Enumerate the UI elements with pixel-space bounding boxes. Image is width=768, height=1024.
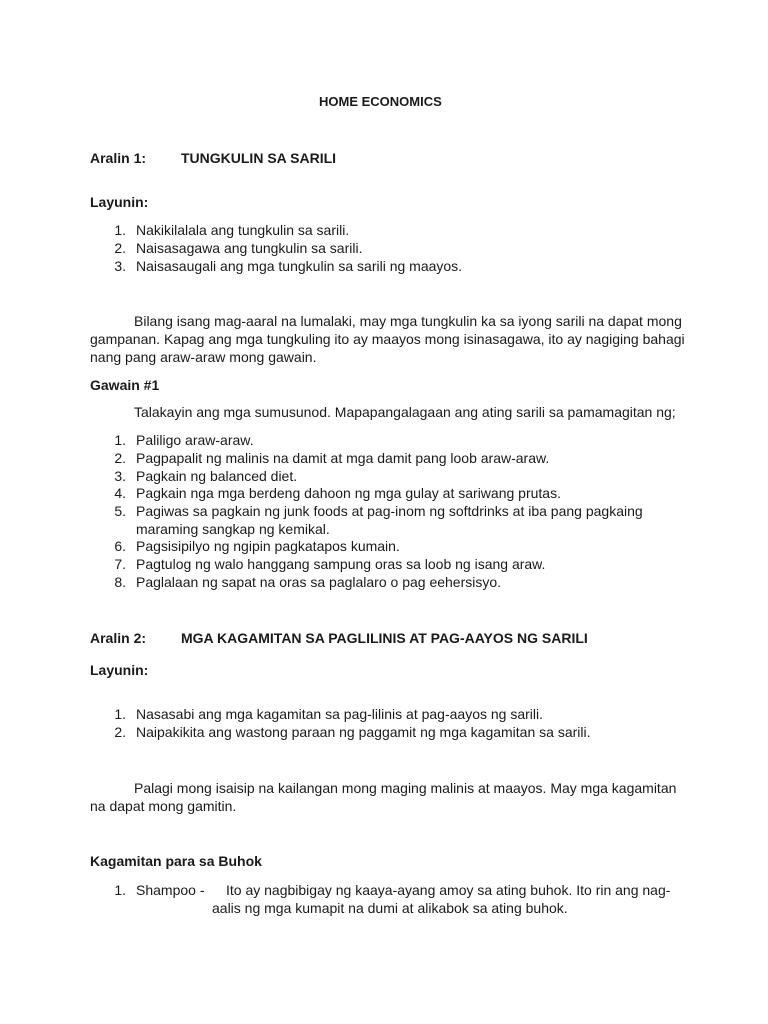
list-item-number: 6. bbox=[114, 538, 126, 554]
lesson2-objectives-heading: Layunin: bbox=[90, 662, 149, 678]
list-item-number: 1. bbox=[114, 882, 126, 898]
list-item-text: Pagkain ng balanced diet. bbox=[136, 468, 298, 484]
lesson1-label: Aralin 1: bbox=[90, 150, 147, 166]
lesson2-label: Aralin 2: bbox=[90, 630, 147, 646]
activity-intro: Talakayin ang mga sumusunod. Mapapangalagaan ang ating sarili sa pamamagitan ng; bbox=[134, 404, 676, 420]
list-item-number: 2. bbox=[114, 724, 126, 740]
list-item-number: 3. bbox=[114, 258, 126, 274]
tool-description-continuation: aalis ng mga kumapit na dumi at alikabok sa ating buhok. bbox=[212, 900, 568, 916]
tool-description: Ito ay nagbibigay ng kaaya-ayang amoy sa ating buhok. Ito rin ang nag- bbox=[226, 882, 671, 898]
paragraph-line: na dapat mong gamitin. bbox=[90, 798, 237, 814]
list-item-number: 1. bbox=[114, 706, 126, 722]
page-title: HOME ECONOMICS bbox=[319, 94, 442, 109]
list-item-number: 1. bbox=[114, 222, 126, 238]
list-item-number: 8. bbox=[114, 574, 126, 590]
list-item-number: 3. bbox=[114, 468, 126, 484]
list-item-number: 2. bbox=[114, 450, 126, 466]
list-item-text: Paglalaan ng sapat na oras sa paglalaro o pag eehersisyo. bbox=[136, 574, 502, 590]
list-item-number: 2. bbox=[114, 240, 126, 256]
list-item-number: 4. bbox=[114, 485, 126, 501]
list-item-text: Pagpapalit ng malinis na damit at mga damit pang loob araw-araw. bbox=[136, 450, 550, 466]
list-item-text: Pagsisipilyo ng ngipin pagkatapos kumain. bbox=[136, 538, 400, 554]
paragraph-line: gampanan. Kapag ang mga tungkuling ito ay maayos mong isinasagawa, ito ay nagiging bahagi bbox=[90, 331, 685, 347]
list-item-text: Pagkain nga mga berdeng dahoon ng mga gulay at sariwang prutas. bbox=[136, 485, 561, 501]
list-item-text: Naisasaugali ang mga tungkulin sa sarili ng maayos. bbox=[136, 258, 463, 274]
list-item-number: 5. bbox=[114, 503, 126, 519]
list-item-continuation: maraming sangkap ng kemikal. bbox=[136, 521, 330, 537]
list-item-number: 7. bbox=[114, 556, 126, 572]
lesson1-title: TUNGKULIN SA SARILI bbox=[181, 150, 337, 166]
list-item-text: Naipakikita ang wastong paraan ng paggamit ng mga kagamitan sa sarili. bbox=[136, 724, 591, 740]
list-item-text: Pagtulog ng walo hanggang sampung oras sa loob ng isang araw. bbox=[136, 556, 546, 572]
lesson2-title: MGA KAGAMITAN SA PAGLILINIS AT PAG-AAYOS NG SARILI bbox=[181, 630, 588, 646]
list-item-text: Paliligo araw-araw. bbox=[136, 432, 254, 448]
tool-name: Shampoo - bbox=[136, 882, 205, 898]
paragraph-line: Palagi mong isaisip na kailangan mong maging malinis at maayos. May mga kagamitan bbox=[134, 780, 677, 796]
list-item-number: 1. bbox=[114, 432, 126, 448]
list-item-text: Nasasabi ang mga kagamitan sa pag-lilinis at pag-aayos ng sarili. bbox=[136, 706, 543, 722]
paragraph-line: nang pang araw-araw mong gawain. bbox=[90, 349, 317, 365]
list-item-text: Naisasagawa ang tungkulin sa sarili. bbox=[136, 240, 363, 256]
hair-tools-heading: Kagamitan para sa Buhok bbox=[90, 853, 262, 869]
list-item-text: Nakikilalala ang tungkulin sa sarili. bbox=[136, 222, 350, 238]
activity-heading: Gawain #1 bbox=[90, 377, 160, 393]
lesson1-objectives-heading: Layunin: bbox=[90, 194, 149, 210]
paragraph-line: Bilang isang mag-aaral na lumalaki, may mga tungkulin ka sa iyong sarili na dapat mong bbox=[134, 313, 682, 329]
list-item-text: Pagiwas sa pagkain ng junk foods at pag-inom ng softdrinks at iba pang pagkaing bbox=[136, 503, 643, 519]
